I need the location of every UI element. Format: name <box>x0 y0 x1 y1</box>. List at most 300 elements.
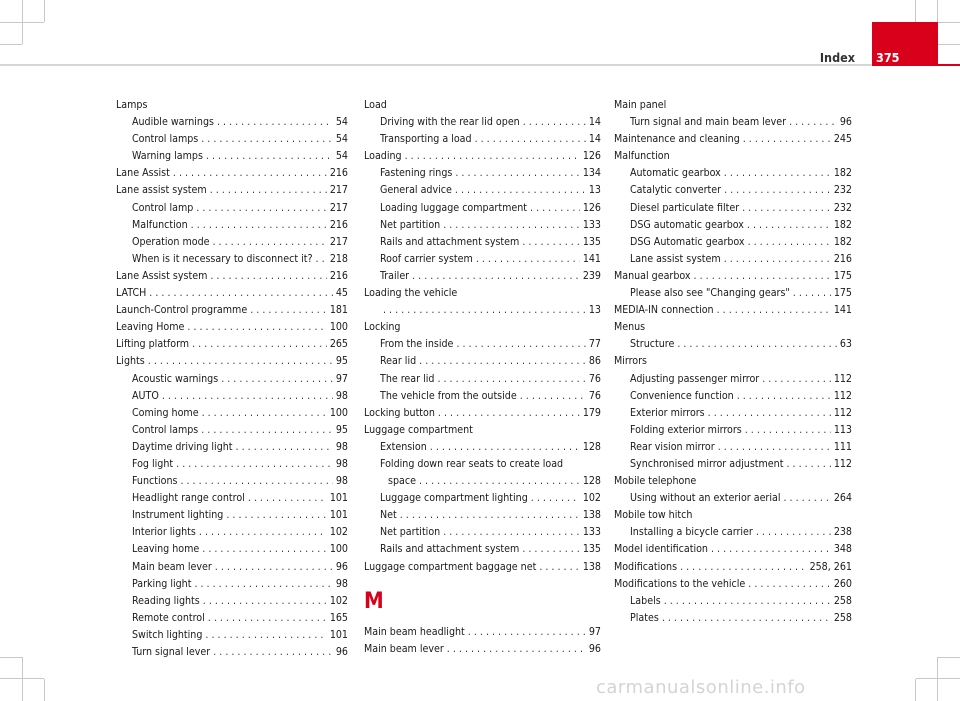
entry-label: Daytime driving light <box>132 440 233 453</box>
dot-leader <box>412 268 580 285</box>
page-reference[interactable]: 182 <box>833 167 852 180</box>
dot-leader <box>724 165 831 182</box>
dot-leader <box>201 422 333 439</box>
entry-label: Control lamps <box>132 423 199 436</box>
index-entry <box>614 131 852 148</box>
page-reference[interactable]: 216 <box>329 269 348 282</box>
crop-mark <box>0 22 44 23</box>
dot-leader <box>724 251 831 268</box>
dot-leader <box>419 473 580 490</box>
index-subentry <box>364 541 601 558</box>
index-entry <box>614 473 852 490</box>
entry-label: Using without an exterior aerial <box>630 492 781 505</box>
entry-label: Malfunction <box>614 150 670 163</box>
index-entry <box>364 422 601 439</box>
index-subentry <box>614 234 852 251</box>
dot-leader <box>756 524 831 541</box>
entry-label: Catalytic converter <box>630 184 722 197</box>
dot-leader <box>438 405 580 422</box>
page-reference[interactable]: 102 <box>329 594 348 607</box>
dot-leader <box>455 165 579 182</box>
page-reference[interactable]: 86 <box>588 355 601 368</box>
entry-label: Lane Assist system <box>116 269 208 282</box>
index-entry <box>116 353 348 370</box>
dot-leader <box>443 524 580 541</box>
index-subentry <box>116 439 348 456</box>
watermark: carmanualsonline.info <box>596 677 806 698</box>
dot-leader <box>210 182 327 199</box>
index-subentry <box>116 576 348 593</box>
page-reference[interactable]: 76 <box>588 389 601 402</box>
dot-leader <box>456 336 585 353</box>
dot-leader <box>522 234 579 251</box>
page-reference[interactable]: 101 <box>329 628 348 641</box>
entry-label: space <box>388 475 416 488</box>
entry-label: Locking button <box>364 406 435 419</box>
page-reference[interactable]: 98 <box>335 577 348 590</box>
dot-leader <box>743 131 831 148</box>
page-reference[interactable]: 98 <box>335 440 348 453</box>
dot-leader <box>196 200 327 217</box>
index-entry <box>364 624 601 641</box>
page-reference[interactable]: 96 <box>588 642 601 655</box>
dot-leader <box>221 371 333 388</box>
page-reference[interactable]: 126 <box>582 150 601 163</box>
index-subentry <box>116 593 348 610</box>
page-reference[interactable]: 95 <box>335 355 348 368</box>
entry-label: Automatic gearbox <box>630 167 721 180</box>
crop-mark <box>937 657 938 701</box>
index-subentry <box>116 405 348 422</box>
index-subentry <box>116 627 348 644</box>
index-subentry <box>614 610 852 627</box>
dot-leader <box>176 456 333 473</box>
dot-leader <box>187 319 326 336</box>
page-reference[interactable]: 100 <box>329 406 348 419</box>
page-reference[interactable]: 96 <box>335 646 348 658</box>
page-reference[interactable]: 112 <box>833 406 852 419</box>
index-subentry <box>364 473 601 490</box>
page-reference[interactable]: 101 <box>329 492 348 505</box>
page-reference[interactable]: 216 <box>833 252 852 265</box>
entry-label: Lane Assist <box>116 167 170 180</box>
dot-leader <box>201 131 333 148</box>
page-reference[interactable]: 134 <box>582 167 601 180</box>
page-reference[interactable]: 348 <box>833 543 852 556</box>
entry-label: Malfunction <box>132 218 188 231</box>
entry-label: Main beam headlight <box>364 625 465 638</box>
entry-label: Main beam lever <box>364 642 444 655</box>
index-subentry <box>116 114 348 131</box>
entry-label: Mobile tow hitch <box>614 509 693 522</box>
dot-leader <box>191 217 327 234</box>
dot-leader <box>316 251 327 268</box>
page-reference[interactable]: 217 <box>329 235 348 248</box>
index-subentry <box>364 353 601 370</box>
entry-label: Parking light <box>132 577 192 590</box>
page-reference[interactable]: 111 <box>833 440 852 453</box>
dot-leader <box>430 439 580 456</box>
page-reference[interactable]: 258 <box>833 594 852 607</box>
index-subentry <box>364 200 601 217</box>
index-subentry <box>116 371 348 388</box>
entry-label: Rear lid <box>380 355 417 368</box>
entry-label: Fog light <box>132 457 174 470</box>
index-subentry <box>364 507 601 524</box>
crop-mark <box>915 0 916 22</box>
entry-label: Convenience function <box>630 389 734 402</box>
index-subentry <box>364 371 601 388</box>
page-reference[interactable]: 179 <box>582 406 601 419</box>
page-reference[interactable]: 135 <box>582 543 601 556</box>
page-reference[interactable]: 258 <box>833 611 852 624</box>
entry-label: Acoustic warnings <box>132 372 219 385</box>
dot-leader <box>217 114 333 131</box>
entry-label: Headlight range control <box>132 492 245 505</box>
entry-label: Control lamps <box>132 133 199 146</box>
dot-leader <box>248 490 327 507</box>
page-reference[interactable]: 218 <box>329 252 348 265</box>
page-reference[interactable]: 98 <box>335 457 348 470</box>
page-reference[interactable]: 181 <box>329 304 348 317</box>
page-reference[interactable]: 141 <box>833 304 852 317</box>
crop-mark <box>938 44 960 45</box>
entry-label: Luggage compartment lighting <box>380 492 528 505</box>
index-entry <box>614 302 852 319</box>
index-subentry <box>364 131 601 148</box>
dot-leader <box>784 490 831 507</box>
page-number: 375 <box>876 50 900 65</box>
index-entry <box>614 576 852 593</box>
index-subentry <box>614 182 852 199</box>
index-entry <box>614 559 852 576</box>
dot-leader <box>680 559 807 576</box>
index-subentry <box>364 490 601 507</box>
index-subentry <box>614 456 852 473</box>
page-reference[interactable]: 232 <box>833 201 852 214</box>
dot-leader <box>711 541 831 558</box>
dot-leader <box>447 641 586 658</box>
entry-label: Instrument lighting <box>132 509 224 522</box>
page-reference[interactable]: 96 <box>335 560 348 573</box>
dot-leader <box>250 302 327 319</box>
entry-label: Roof carrier system <box>380 252 473 265</box>
entry-label: DSG automatic gearbox <box>630 218 744 231</box>
index-subentry <box>116 234 348 251</box>
page-reference[interactable]: 232 <box>833 184 852 197</box>
dot-leader <box>213 644 333 661</box>
page-reference[interactable]: 126 <box>582 201 601 214</box>
entry-label: From the inside <box>380 338 454 351</box>
index-subentry <box>364 182 601 199</box>
entry-label: Control lamp <box>132 201 194 214</box>
page-reference[interactable]: 138 <box>582 560 601 573</box>
page-reference[interactable]: 128 <box>582 475 601 488</box>
page-reference[interactable]: 96 <box>839 116 852 129</box>
index-subentry <box>116 541 348 558</box>
crop-mark <box>916 678 960 679</box>
dot-leader <box>523 114 586 131</box>
index-subentry <box>364 524 601 541</box>
index-subentry <box>614 593 852 610</box>
dot-leader <box>531 490 580 507</box>
dot-leader <box>405 148 580 165</box>
entry-label: Mobile telephone <box>614 475 697 488</box>
index-entry <box>364 148 601 165</box>
page-reference[interactable]: 77 <box>588 338 601 351</box>
page-reference[interactable]: 45 <box>335 287 348 300</box>
index-subentry <box>364 439 601 456</box>
page-reference[interactable]: 133 <box>582 218 601 231</box>
dot-leader <box>522 541 579 558</box>
page-reference[interactable]: 135 <box>582 235 601 248</box>
page-reference[interactable]: 98 <box>335 475 348 488</box>
index-subentry <box>364 217 601 234</box>
crop-mark <box>0 678 44 679</box>
dot-leader <box>173 165 327 182</box>
dot-leader <box>677 336 837 353</box>
page-reference[interactable]: 102 <box>582 492 601 505</box>
dot-leader <box>199 524 327 541</box>
page-reference[interactable]: 245 <box>833 133 852 146</box>
page-reference[interactable]: 54 <box>335 116 348 129</box>
index-entry <box>364 285 601 302</box>
page-reference[interactable]: 239 <box>582 269 601 282</box>
dot-leader <box>724 182 831 199</box>
page-reference[interactable]: 100 <box>329 321 348 334</box>
page-reference[interactable]: 112 <box>833 372 852 385</box>
page-reference[interactable]: 98 <box>335 389 348 402</box>
index-subentry <box>116 644 348 661</box>
entry-label: Trailer <box>380 269 410 282</box>
index-subentry <box>116 490 348 507</box>
dot-leader <box>202 405 327 422</box>
page-reference[interactable]: 112 <box>833 457 852 470</box>
dot-leader <box>205 627 326 644</box>
index-subentry <box>364 251 601 268</box>
dot-leader <box>476 251 580 268</box>
index-subentry <box>364 456 601 473</box>
page-reference[interactable]: 182 <box>833 218 852 231</box>
index-subentry <box>614 165 852 182</box>
dot-leader <box>419 353 586 370</box>
entry-label: Labels <box>630 594 661 607</box>
section-title: Index <box>819 50 855 65</box>
page-reference[interactable]: 95 <box>335 423 348 436</box>
dot-leader <box>236 439 333 456</box>
entry-label: Net partition <box>380 526 441 539</box>
dot-leader <box>226 507 326 524</box>
entry-label: Mirrors <box>614 355 647 368</box>
page-reference[interactable]: 238 <box>833 526 852 539</box>
dot-leader <box>215 559 333 576</box>
page-reference[interactable]: 13 <box>588 304 601 317</box>
crop-mark <box>44 679 45 701</box>
page-reference[interactable]: 101 <box>329 509 348 522</box>
page-reference[interactable]: 97 <box>335 372 348 385</box>
index-subentry <box>364 302 601 319</box>
index-subentry <box>116 200 348 217</box>
crop-mark <box>22 657 23 701</box>
entry-label: Structure <box>630 338 675 351</box>
entry-label: The rear lid <box>380 372 435 385</box>
entry-label: Maintenance and cleaning <box>614 133 740 146</box>
entry-label: Locking <box>364 321 401 334</box>
entry-label: Loading luggage compartment <box>380 201 528 214</box>
index-subentry <box>614 285 852 302</box>
entry-label: Lane assist system <box>116 184 207 197</box>
entry-label: Lights <box>116 355 145 368</box>
page-reference[interactable]: 112 <box>833 389 852 402</box>
entry-label: Modifications to the vehicle <box>614 577 746 590</box>
entry-label: Remote control <box>132 611 205 624</box>
index-column-1 <box>116 97 348 661</box>
page-reference[interactable]: 264 <box>833 492 852 505</box>
dot-leader <box>213 234 327 251</box>
dot-leader <box>786 456 830 473</box>
dot-leader <box>664 593 831 610</box>
entry-label: MEDIA-IN connection <box>614 304 714 317</box>
index-entry <box>116 336 348 353</box>
entry-label: Model identification <box>614 543 708 556</box>
page-reference[interactable]: 13 <box>588 184 601 197</box>
index-subentry <box>614 114 852 131</box>
page-reference[interactable]: 138 <box>582 509 601 522</box>
entry-label: Coming home <box>132 406 199 419</box>
index-subentry <box>116 217 348 234</box>
page-reference[interactable]: 54 <box>335 133 348 146</box>
page-reference[interactable]: 133 <box>582 526 601 539</box>
entry-label: Switch lighting <box>132 628 203 641</box>
entry-label: Luggage compartment baggage net <box>364 560 537 573</box>
dot-leader <box>530 200 580 217</box>
page-reference[interactable]: 141 <box>582 252 601 265</box>
dot-leader <box>717 302 831 319</box>
index-entry <box>614 148 852 165</box>
page-reference[interactable]: 175 <box>833 287 852 300</box>
page-reference[interactable]: 113 <box>833 423 852 436</box>
dot-leader <box>718 439 831 456</box>
index-subentry <box>364 268 601 285</box>
page-reference[interactable]: 97 <box>588 625 601 638</box>
page-reference[interactable]: 14 <box>588 133 601 146</box>
index-subentry <box>116 251 348 268</box>
entry-label: Transporting a load <box>380 133 472 146</box>
dot-leader <box>210 268 326 285</box>
dot-leader <box>789 114 837 131</box>
page-reference[interactable]: 216 <box>329 218 348 231</box>
dot-leader <box>192 336 327 353</box>
index-letter-heading: M <box>364 588 384 614</box>
page-reference[interactable]: 14 <box>588 116 601 129</box>
index-subentry <box>116 131 348 148</box>
entry-label: Lifting platform <box>116 338 190 351</box>
dot-leader <box>737 388 831 405</box>
index-column-2 <box>364 97 601 658</box>
index-subentry <box>116 456 348 473</box>
page-reference[interactable]: 175 <box>833 269 852 282</box>
page-reference[interactable]: 54 <box>335 150 348 163</box>
entry-label: Loading the vehicle <box>364 287 458 300</box>
crop-mark <box>915 679 916 701</box>
index-entry <box>116 165 348 182</box>
page-reference[interactable]: 182 <box>833 235 852 248</box>
index-entry <box>116 302 348 319</box>
index-entry <box>364 97 601 114</box>
entry-label: Audible warnings <box>132 116 214 129</box>
page-reference[interactable]: 63 <box>839 338 852 351</box>
entry-label: Turn signal and main beam lever <box>630 116 787 129</box>
entry-label: Rails and attachment system <box>380 543 520 556</box>
page-reference[interactable]: 165 <box>329 611 348 624</box>
dot-leader <box>206 148 333 165</box>
entry-label: Warning lamps <box>132 150 203 163</box>
dot-leader <box>202 541 327 558</box>
crop-mark <box>0 657 22 658</box>
page-reference[interactable]: 100 <box>329 543 348 556</box>
entry-label: Adjusting passenger mirror <box>630 372 760 385</box>
entry-label: Main panel <box>614 99 667 111</box>
entry-label: Interior lights <box>132 526 196 539</box>
index-subentry <box>116 422 348 439</box>
dot-leader <box>468 624 586 641</box>
entry-label: Net partition <box>380 218 441 231</box>
page-reference[interactable]: 102 <box>329 526 348 539</box>
entry-label: The vehicle from the outside <box>380 389 517 402</box>
crop-mark <box>938 657 960 658</box>
index-subentry <box>614 251 852 268</box>
dot-leader <box>455 182 586 199</box>
index-subentry <box>614 217 852 234</box>
index-subentry <box>116 388 348 405</box>
crop-mark <box>44 0 45 22</box>
entry-label: Launch-Control programme <box>116 304 248 317</box>
dot-leader <box>793 285 831 302</box>
crop-mark <box>0 44 22 45</box>
page-reference[interactable]: 260 <box>833 577 852 590</box>
page-reference[interactable]: 258, 261 <box>809 560 852 573</box>
entry-label: Rails and attachment system <box>380 235 520 248</box>
dot-leader <box>748 576 831 593</box>
entry-label: Turn signal lever <box>132 646 211 658</box>
page-reference[interactable]: 216 <box>329 167 348 180</box>
index-subentry <box>614 405 852 422</box>
page-reference[interactable]: 128 <box>582 440 601 453</box>
page-reference[interactable]: 217 <box>329 201 348 214</box>
index-entry <box>116 182 348 199</box>
index-subentry <box>614 439 852 456</box>
entry-label: Leaving Home <box>116 321 185 334</box>
index-subentry <box>116 524 348 541</box>
index-subentry <box>364 388 601 405</box>
entry-label: Exterior mirrors <box>630 406 705 419</box>
index-subentry <box>614 524 852 541</box>
dot-leader <box>443 217 580 234</box>
index-subentry <box>116 148 348 165</box>
dot-leader <box>208 610 327 627</box>
index-column-3 <box>614 97 852 627</box>
index-subentry <box>614 490 852 507</box>
entry-label: Synchronised mirror adjustment <box>630 457 784 470</box>
page-reference[interactable]: 76 <box>588 372 601 385</box>
index-subentry <box>364 114 601 131</box>
index-entry <box>614 268 852 285</box>
dot-leader <box>162 388 333 405</box>
index-subentry <box>614 388 852 405</box>
page-reference[interactable]: 265 <box>329 338 348 351</box>
index-entry <box>614 353 852 370</box>
page-reference[interactable]: 217 <box>329 184 348 197</box>
